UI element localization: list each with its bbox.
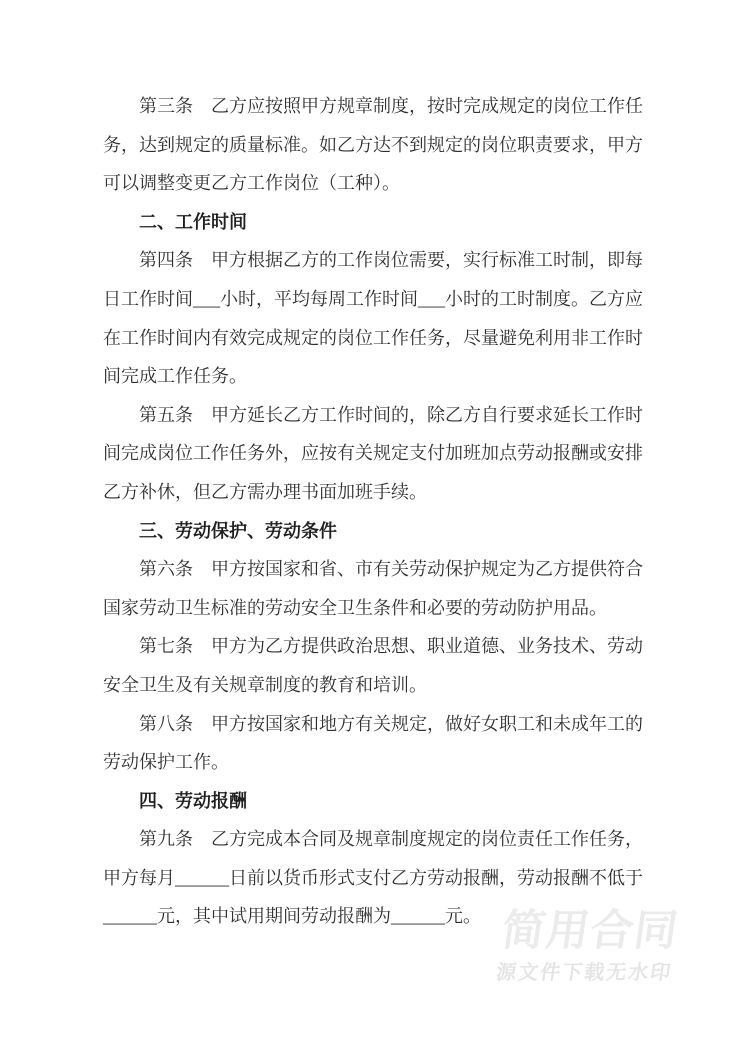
contract-document-body: [103, 87, 643, 936]
contract-article-8: 第八条 甲方按国家和地方有关规定，做好女职工和未成年工的劳动保护工作。: [103, 713, 643, 773]
contract-article-7: 第七条 甲方为乙方提供政治思想、职业道德、业务技术、劳动安全卫生及有关规章制度的教育和培训。: [103, 636, 643, 695]
contract-article-3: 第三条 乙方应按照甲方规章制度，按时完成规定的岗位工作任务，达到规定的质量标准。如乙方达不到规定的岗位职责要求，甲方可以调整变更乙方工作岗位（工种）。: [103, 96, 643, 194]
section-heading-labor-compensation: 四、劳动报酬: [139, 790, 247, 811]
watermark-brand-text: 简用合同: [498, 907, 682, 955]
contract-article-5: 第五条 甲方延长乙方工作时间的，除乙方自行要求延长工作时间完成岗位工作任务外，应按有关规定支付加班加点劳动报酬或安排乙方补休，但乙方需办理书面加班手续。: [103, 404, 643, 502]
contract-article-9: 第九条 乙方完成本合同及规章制度规定的岗位责任工作任务，甲方每月______日前以货币形式支付乙方劳动报酬，劳动报酬不低于______元，其中试用期间劳动报酬为______元。: [103, 829, 643, 927]
contract-article-6: 第六条 甲方按国家和省、市有关劳动保护规定为乙方提供符合国家劳动卫生标准的劳动安全卫生条件和必要的劳动防护用品。: [103, 559, 643, 618]
watermark-subtitle-text: 源文件下载无水印: [494, 962, 674, 984]
contract-article-4: 第四条 甲方根据乙方的工作岗位需要，实行标准工时制，即每日工作时间___小时，平均每周工作时间___小时的工时制度。乙方应在工作时间内有效完成规定的岗位工作任务，尽量避免利用非工作时间完成工作任务。: [103, 250, 643, 387]
section-heading-work-hours: 二、工作时间: [139, 211, 247, 232]
section-heading-labor-protection: 三、劳动保护、劳动条件: [139, 520, 337, 541]
